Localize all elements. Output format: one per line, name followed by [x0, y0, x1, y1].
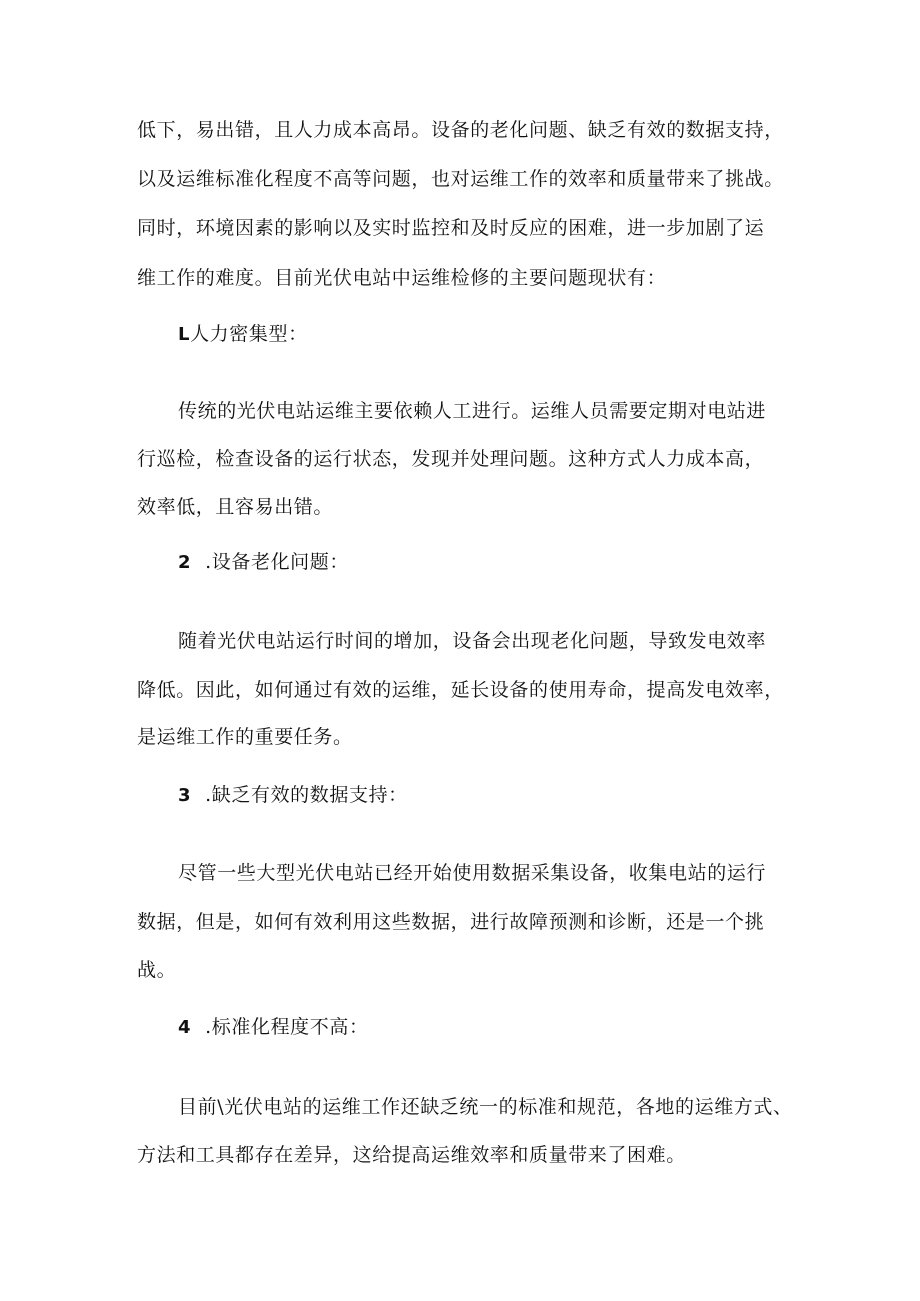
- section-1-heading: [178, 321, 308, 348]
- section-3-body-line-2: 数据，但是，如何有效利用这些数据，进行故障预测和诊断，还是一个挑: [137, 911, 765, 933]
- section-2-heading: [178, 549, 349, 576]
- section-4-body-line-2: 方法和工具都存在差异，这给提高运维效率和质量带来了困难。: [137, 1144, 686, 1166]
- section-2-number: 2: [178, 552, 192, 573]
- section-4-number: 4: [178, 1017, 192, 1038]
- section-3-title: .缺乏有效的数据支持：: [205, 784, 408, 806]
- section-3-heading: [178, 782, 408, 809]
- section-1-title: 人力密集型：: [190, 323, 308, 345]
- intro-line-2: 以及运维标准化程度不高等问题，也对运维工作的效率和质量带来了挑战。: [137, 168, 784, 190]
- section-3-body-line-3: 战。: [137, 959, 177, 981]
- section-3-number: 3: [178, 785, 192, 806]
- intro-line-1: 低下，易出错，且人力成本高昂。设备的老化问题、缺乏有效的数据支持，: [137, 119, 784, 141]
- section-1-number: L: [178, 324, 191, 345]
- section-2-body-line-2: 降低。因此，如何通过有效的运维，延长设备的使用寿命，提高发电效率，: [137, 679, 784, 701]
- section-4-title: .标准化程度不高：: [205, 1016, 369, 1038]
- intro-line-4: 维工作的难度。目前光伏电站中运维检修的主要问题现状有：: [137, 267, 667, 289]
- section-1-body-line-3: 效率低，且容易出错。: [137, 496, 334, 518]
- section-2-title: .设备老化问题：: [205, 551, 349, 573]
- intro-line-3: 同时，环境因素的影响以及实时监控和及时反应的困难，进一步加剧了运: [137, 217, 765, 239]
- section-2-body-line-1: 随着光伏电站运行时间的增加，设备会出现老化问题，导致发电效率: [178, 630, 767, 652]
- section-4-body-line-1: 目前\光伏电站的运维工作还缺乏统一的标准和规范，各地的运维方式、: [178, 1096, 793, 1118]
- section-1-body-line-2: 行巡检，检查设备的运行状态，发现并处理问题。这种方式人力成本高，: [137, 448, 765, 470]
- section-3-body-line-1: 尽管一些大型光伏电站已经开始使用数据采集设备，收集电站的运行: [178, 862, 767, 884]
- section-2-body-line-3: 是运维工作的重要任务。: [137, 726, 353, 748]
- section-1-body-line-1: 传统的光伏电站运维主要依赖人工进行。运维人员需要定期对电站进: [178, 400, 767, 422]
- section-4-heading: [178, 1014, 369, 1041]
